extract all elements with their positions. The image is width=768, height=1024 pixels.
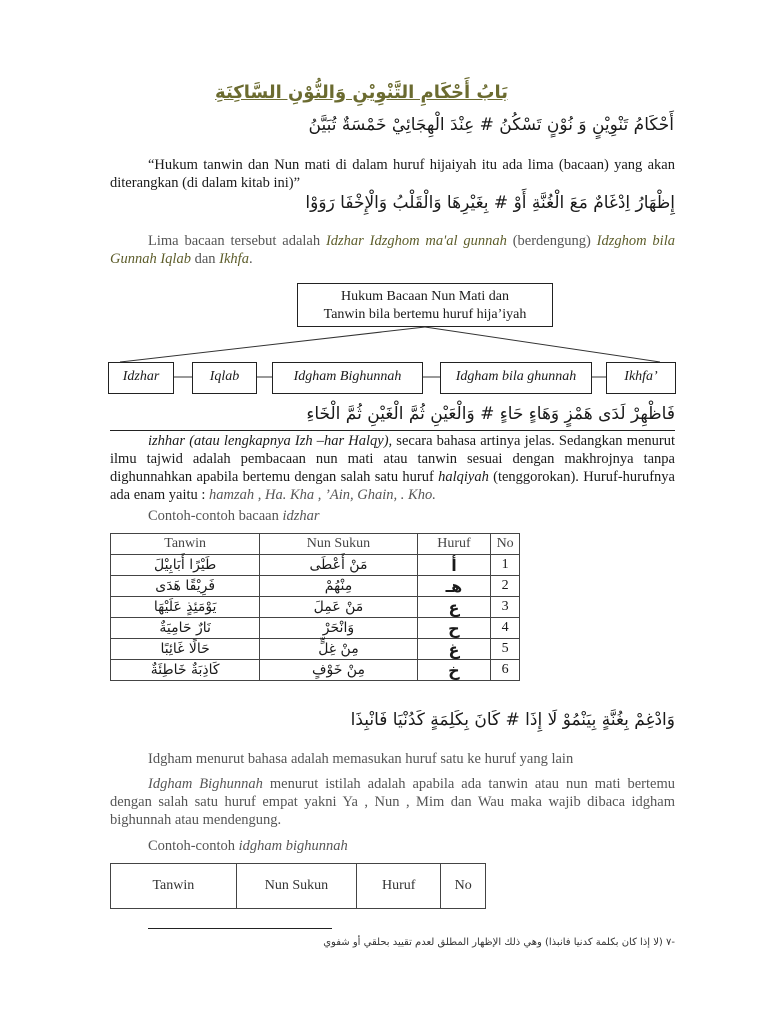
cell-tanwin: فَرِيْقًا هَدَى [111, 576, 260, 597]
cell-huruf: غ [417, 639, 491, 660]
divider [110, 430, 675, 431]
diagram-item-idgham-bila-ghunnah: Idgham bila ghunnah [440, 362, 592, 394]
cell-no: 3 [491, 597, 520, 618]
diagram-root-line1: Hukum Bacaan Nun Mati dan [341, 289, 509, 304]
cell-nun-sukun: وَانْحَرْ [260, 618, 417, 639]
paragraph-idgham-bighunnah: Idgham Bighunnah menurut istilah adalah apabila ada tanwin atau nun mati bertemu dengan salah satu huruf empat yakni Ya , Nun , Mim dan Wau maka wajib dibaca idgham bighunnah atau mendengung. [110, 776, 675, 828]
verse-3: فَاظْهِرْ لَدَى هَمْزٍ وَهَاءٍ حَاءٍ # وَالْعَيْنِ ثُمَّ الْغَيْنِ ثُمَّ الْخَاءِ [306, 404, 675, 424]
header-no: No [441, 864, 486, 909]
table-row [111, 639, 520, 660]
cell-nun-sukun: مَنْ أَعْطَى [260, 555, 417, 576]
header-huruf: Huruf [417, 534, 491, 555]
cell-no: 2 [491, 576, 520, 597]
cell-no: 6 [491, 660, 520, 681]
cell-huruf: ح [417, 618, 491, 639]
header-tanwin: Tanwin [111, 864, 237, 909]
footnote: -٧ (لا إذا كان بكلمة كدنيا فانبذا) وهي ذلك الإظهار المطلق لعدم تقييد بحلقي أو شفوي [323, 937, 675, 948]
cell-no: 4 [491, 618, 520, 639]
paragraph-lima-bacaan: Lima bacaan tersebut adalah Idzhar Idzghom ma'al gunnah (berdengung) Idzghom bila Gunnah Iqlab dan Ikhfa. [110, 233, 675, 267]
table-header-row [111, 534, 520, 555]
header-nun-sukun: Nun Sukun [260, 534, 417, 555]
verse-4: وَادْغِمْ بِغُنَّةٍ بِيَنْمُوْ لَا إِذَا # كَانَ بِكَلِمَةٍ كَدُنْيَا فَانْبِذَا [350, 710, 675, 730]
cell-tanwin: كَاذِبَةٌ خَاطِئَةٌ [111, 660, 260, 681]
table-row [111, 597, 520, 618]
cell-no: 5 [491, 639, 520, 660]
paragraph-izhhar: izhhar (atau lengkapnya Izh –har Halqy), secara bahasa artinya jelas. Sedangkan menurut ilmu tajwid adalah pembacaan nun mati atau tanwin sesuai dengan makhrojnya tanpa dighunnahkan apabila bertemu dengan salah satu huruf halqiyah (tenggorokan). Huruf-hurufnya ada enam yaitu : hamzah , Ha. Kha , ’Ain, Ghain, . Kho. [110, 433, 676, 503]
table-row [111, 555, 520, 576]
cell-huruf: هـ [417, 576, 491, 597]
verse-2: إِظْهَارُ اِدْغَامٌ مَعَ الْغُنَّةِ أَوْ # بِغَيْرِهَا وَالْقَلْبُ وَالْإِخْفَا رَوَوْا [305, 193, 675, 213]
cell-nun-sukun: مِنْهُمْ [260, 576, 417, 597]
cell-no: 1 [491, 555, 520, 576]
header-no: No [491, 534, 520, 555]
table-row [111, 660, 520, 681]
diagram-item-idgham-bighunnah: Idgham Bighunnah [272, 362, 423, 394]
paragraph-idgham-bahasa: Idgham menurut bahasa adalah memasukan huruf satu ke huruf yang lain [148, 751, 574, 767]
cell-tanwin: طَيْرًا أَبَابِيْلَ [111, 555, 260, 576]
header-huruf: Huruf [357, 864, 441, 909]
footnote-rule [148, 928, 332, 929]
table-row [111, 576, 520, 597]
header-tanwin: Tanwin [111, 534, 260, 555]
cell-tanwin: يَوْمَئِذٍ عَلَيْهَا [111, 597, 260, 618]
cell-nun-sukun: مِنْ غِلٍّ [260, 639, 417, 660]
diagram-item-idzhar: Idzhar [108, 362, 174, 394]
cell-tanwin: نَارٌ حَامِيَةٌ [111, 618, 260, 639]
caption-contoh-idzhar: Contoh-contoh bacaan idzhar [148, 508, 320, 524]
chapter-title: بَابُ أَحْكَامِ التَّنْوِيْنِ وَالنُّوْنِ السَّاكِنَةِ [215, 82, 508, 103]
table-header-row [111, 864, 486, 909]
diagram-root-line2: Tanwin bila bertemu huruf hija’iyah [323, 307, 527, 322]
paragraph-hukum: “Hukum tanwin dan Nun mati di dalam huruf hijaiyah itu ada lima (bacaan) yang akan diterangkan (di dalam kitab ini)” [110, 157, 675, 191]
cell-huruf: ع [417, 597, 491, 618]
cell-tanwin: حَالًا غَائِبًا [111, 639, 260, 660]
cell-huruf: أ [417, 555, 491, 576]
diagram-item-ikhfa: Ikhfa’ [606, 362, 676, 394]
table-row [111, 618, 520, 639]
idzhar-table [110, 533, 520, 681]
diagram-item-iqlab: Iqlab [192, 362, 257, 394]
caption-contoh-idgham: Contoh-contoh idgham bighunnah [148, 838, 348, 854]
cell-nun-sukun: مَنْ عَمِلَ [260, 597, 417, 618]
header-nun-sukun: Nun Sukun [236, 864, 356, 909]
cell-nun-sukun: مِنْ خَوْفٍ [260, 660, 417, 681]
cell-huruf: خ [417, 660, 491, 681]
idgham-table [110, 863, 486, 909]
verse-1: أَحْكَامُ تَنْوِيْنٍ وَ نُوْنٍ تَسْكُنُ # عِنْدَ الْهِجَائِيْ خَمْسَةٌ تُبَيَّنُ [308, 115, 674, 135]
